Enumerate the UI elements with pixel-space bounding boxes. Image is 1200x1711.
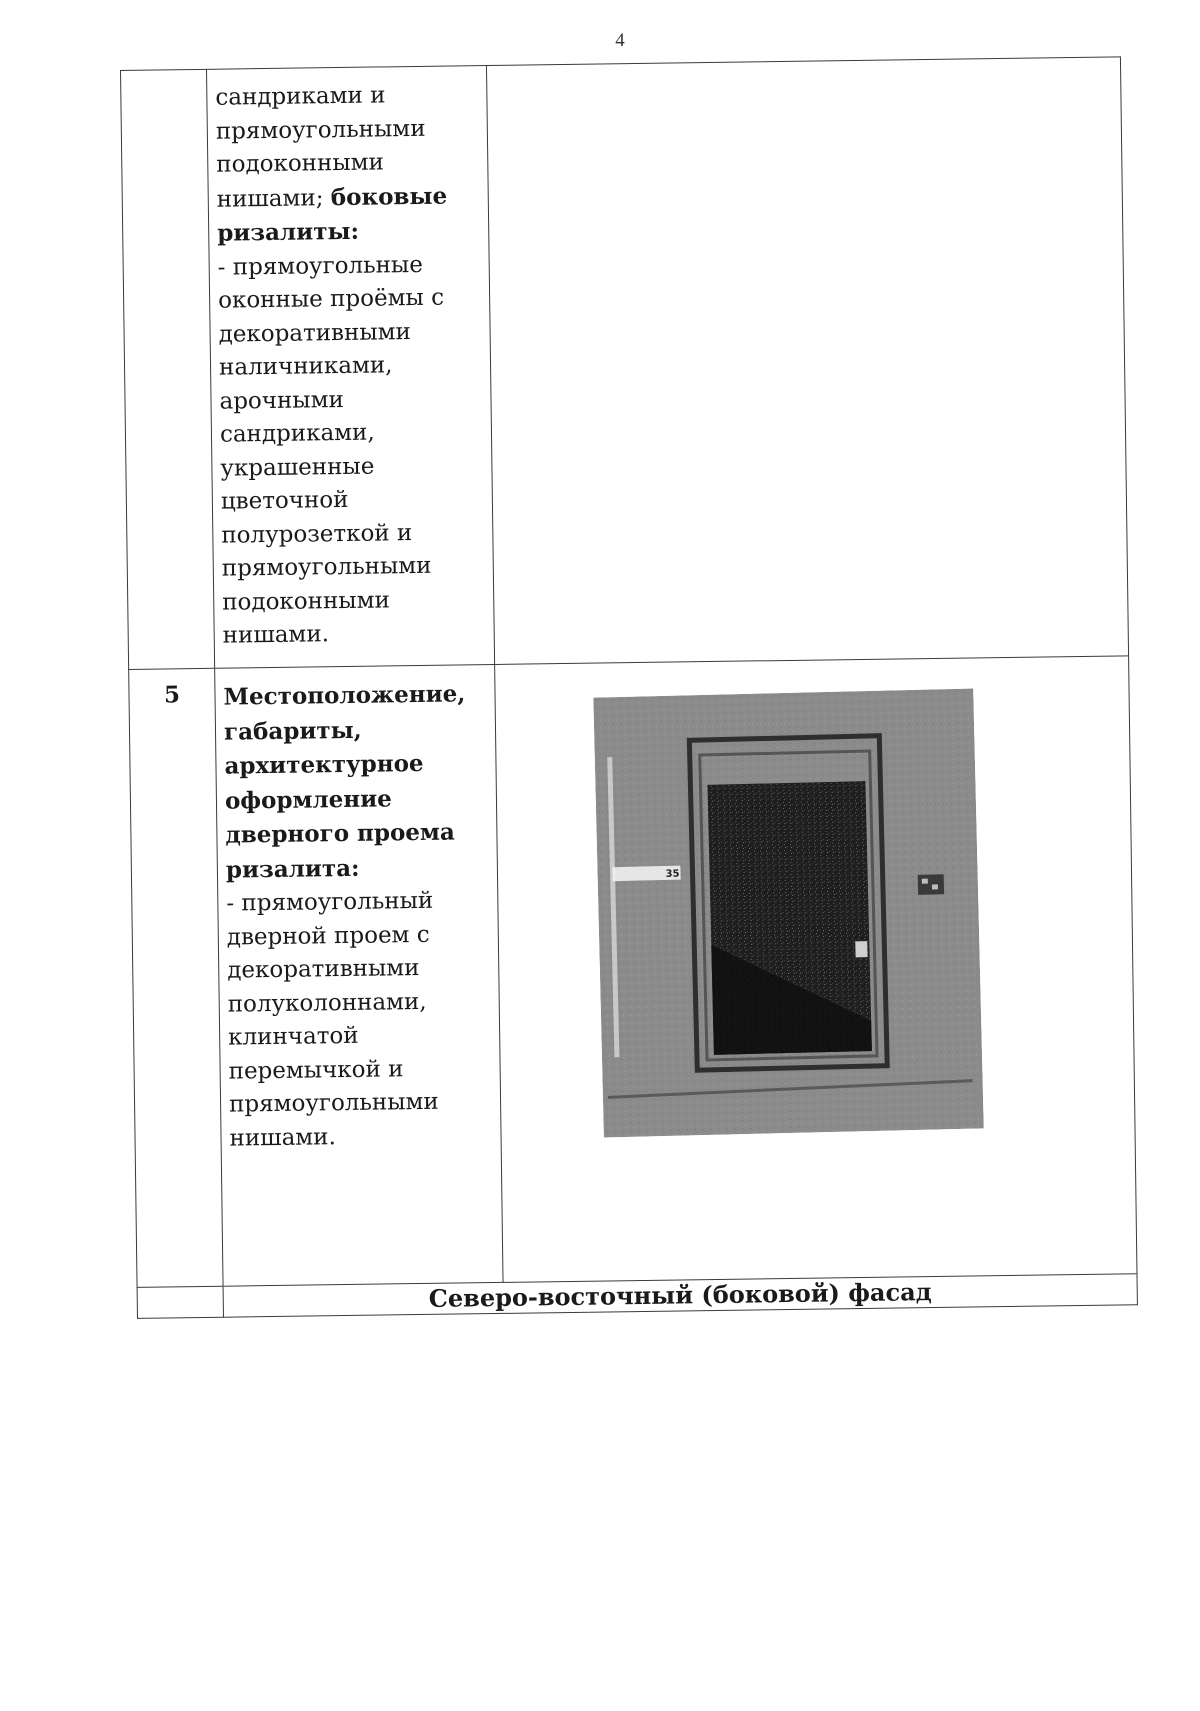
photo-cell	[495, 656, 1137, 1283]
door-handle	[855, 941, 867, 957]
description-cell	[206, 66, 494, 669]
doorway-photo	[593, 688, 983, 1137]
table-row	[121, 57, 1129, 670]
description-cell	[215, 664, 503, 1286]
document-table-area	[120, 56, 1137, 1318]
house-number-sign	[612, 866, 680, 882]
row-number-cell	[137, 1286, 223, 1318]
page-number: 4	[615, 30, 625, 51]
description-heading: боковые ризалиты:	[217, 182, 448, 247]
table-row	[129, 656, 1137, 1288]
photo-cell	[486, 57, 1128, 665]
description-heading: Местоположение, габариты, архитектурное оформление дверного проема ризалита:	[223, 680, 466, 884]
house-number: 35	[665, 868, 680, 880]
description-table	[120, 56, 1138, 1319]
row-number-cell: 5	[129, 668, 223, 1287]
wall-plaque	[918, 874, 944, 895]
description-text: - прямоугольные оконные проёмы с декоративными наличниками, арочными сандриками, украшенные цветочной полурозеткой и прямоугольными подоконными нишами.	[217, 251, 445, 649]
description-text: - прямоугольный дверной проем с декоративными полуколоннами, клинчатой перемычкой и прямоугольными нишами.	[226, 887, 439, 1152]
row-number-cell	[121, 69, 215, 669]
description-text: сандриками и прямоугольными подоконными нишами;	[215, 82, 426, 213]
section-heading: Северо-восточный (боковой) фасад	[223, 1274, 1137, 1317]
